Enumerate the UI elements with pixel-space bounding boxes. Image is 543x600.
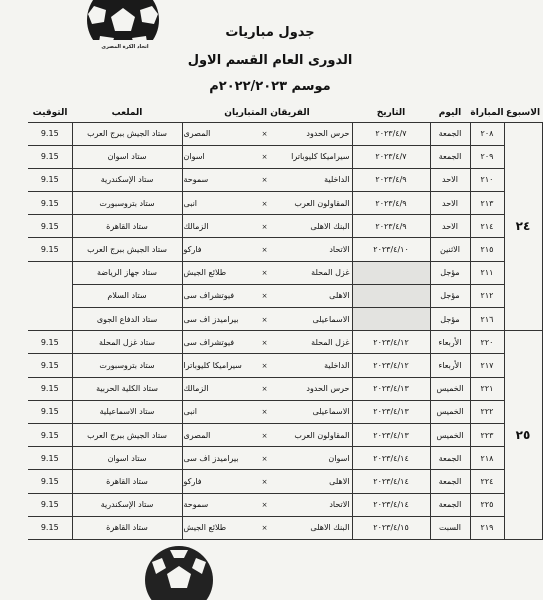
match-stadium: ستاد القاهرة <box>72 215 182 238</box>
match-time: 9.15 <box>28 145 72 168</box>
match-time: 9.15 <box>28 447 72 470</box>
away-team: سموحة <box>183 500 209 510</box>
versus-sign: × <box>261 501 268 510</box>
match-date: ٢٠٢٣/٤/١٣ <box>352 377 430 400</box>
match-date: ٢٠٢٣/٤/١٣ <box>352 423 430 446</box>
versus-sign: × <box>261 315 268 324</box>
away-team: المصرى <box>183 129 211 139</box>
versus-sign: × <box>261 176 268 185</box>
match-date: ٢٠٢٣/٤/١٢ <box>352 331 430 354</box>
match-stadium: ستاد غزل المحلة <box>72 331 182 354</box>
match-number: ٢١٩ <box>470 516 504 539</box>
versus-sign: × <box>261 431 268 440</box>
match-row <box>28 447 542 470</box>
match-number: ٢٢١ <box>470 377 504 400</box>
match-row <box>28 400 542 423</box>
home-team: غزل المحلة <box>311 268 350 278</box>
match-stadium: ستاد اسوان <box>72 447 182 470</box>
match-date: ٢٠٢٣/٤/٩ <box>352 168 430 191</box>
week-number: ٢٤ <box>504 122 542 331</box>
match-day: الخميس <box>430 400 470 423</box>
match-teams <box>182 192 352 215</box>
match-date: ٢٠٢٣/٤/١٥ <box>352 516 430 539</box>
match-number: ٢١٥ <box>470 238 504 261</box>
versus-sign: × <box>261 385 268 394</box>
match-teams <box>182 168 352 191</box>
match-row <box>28 122 542 145</box>
match-stadium: ستاد الكلية الحربية <box>72 377 182 400</box>
match-row <box>28 493 542 516</box>
away-team: فاركو <box>183 476 202 486</box>
football-logo-icon <box>80 0 166 74</box>
match-teams <box>182 238 352 261</box>
versus-sign: × <box>261 454 268 463</box>
match-stadium: ستاد اسوان <box>72 145 182 168</box>
match-day: الجمعة <box>430 145 470 168</box>
col-day: اليوم <box>430 104 470 122</box>
football-watermark-icon <box>140 538 218 600</box>
col-week: الاسبوع <box>504 104 542 122</box>
home-team: المقاولون العرب <box>294 430 350 440</box>
away-team: بيراميدز اف سى <box>183 314 239 324</box>
document-titles <box>170 22 370 98</box>
home-team: غزل المحلة <box>311 337 350 347</box>
match-teams <box>182 308 352 331</box>
match-time <box>28 284 72 307</box>
match-time <box>28 261 72 284</box>
match-number: ٢١٧ <box>470 354 504 377</box>
home-team: البنك الاهلى <box>310 221 350 231</box>
home-team: البنك الاهلى <box>310 523 350 533</box>
match-day: الأربعاء <box>430 354 470 377</box>
match-day: مؤجل <box>430 261 470 284</box>
away-team: انبى <box>183 407 198 417</box>
match-day: مؤجل <box>430 308 470 331</box>
match-number: ٢٢٥ <box>470 493 504 516</box>
match-time: 9.15 <box>28 122 72 145</box>
week-number: ٢٥ <box>504 331 542 540</box>
match-stadium: ستاد بتروسبورت <box>72 354 182 377</box>
match-day: الجمعة <box>430 493 470 516</box>
away-team: فيوتشراف سى <box>183 337 235 347</box>
match-row <box>28 331 542 354</box>
home-team: الاهلى <box>329 291 350 301</box>
col-date: التاريخ <box>352 104 430 122</box>
match-time: 9.15 <box>28 354 72 377</box>
match-teams <box>182 261 352 284</box>
match-date: ٢٠٢٣/٤/٧ <box>352 145 430 168</box>
away-team: طلائع الجيش <box>183 268 227 278</box>
match-number: ٢٢٢ <box>470 400 504 423</box>
match-teams <box>182 516 352 539</box>
match-row <box>28 192 542 215</box>
col-stadium: الملعب <box>72 104 182 122</box>
match-date: ٢٠٢٣/٤/١٣ <box>352 400 430 423</box>
versus-sign: × <box>261 292 268 301</box>
match-row <box>28 145 542 168</box>
schedule-body <box>28 122 542 539</box>
match-teams <box>182 331 352 354</box>
match-number: ٢١٣ <box>470 192 504 215</box>
match-stadium: ستاد جهاز الرياضة <box>72 261 182 284</box>
versus-sign: × <box>261 269 268 278</box>
match-row <box>28 284 542 307</box>
match-row <box>28 215 542 238</box>
match-day: الخميس <box>430 423 470 446</box>
match-day: الاثنين <box>430 238 470 261</box>
match-day: الجمعة <box>430 470 470 493</box>
match-time: 9.15 <box>28 516 72 539</box>
match-date: ٢٠٢٣/٤/١٢ <box>352 354 430 377</box>
match-day: الجمعة <box>430 447 470 470</box>
match-time: 9.15 <box>28 493 72 516</box>
match-number: ٢١٠ <box>470 168 504 191</box>
home-team: الاسماعيلى <box>312 407 350 417</box>
versus-sign: × <box>261 477 268 486</box>
match-date: ٢٠٢٣/٤/٩ <box>352 215 430 238</box>
match-time: 9.15 <box>28 331 72 354</box>
match-row <box>28 423 542 446</box>
away-team: فاركو <box>183 245 202 255</box>
match-teams <box>182 354 352 377</box>
away-team: المصرى <box>183 430 211 440</box>
match-teams <box>182 377 352 400</box>
versus-sign: × <box>261 153 268 162</box>
match-row <box>28 308 542 331</box>
match-teams <box>182 122 352 145</box>
home-team: المقاولون العرب <box>294 198 350 208</box>
match-teams <box>182 284 352 307</box>
match-stadium: ستاد الإسكندرية <box>72 168 182 191</box>
match-day: الجمعة <box>430 122 470 145</box>
season-title: موسم ٢٠٢٢/٢٠٢٣م <box>209 79 331 94</box>
home-team: سيراميكا كليوباترا <box>291 152 350 162</box>
versus-sign: × <box>261 246 268 255</box>
col-time: التوقيت <box>28 104 72 122</box>
home-team: اسوان <box>328 453 350 463</box>
match-number: ٢٢٤ <box>470 470 504 493</box>
logo-text: اتحاد الكرة المصرى <box>101 44 149 50</box>
away-team: اسوان <box>183 152 205 162</box>
home-team: الداخلية <box>324 175 350 185</box>
match-number: ٢٢٣ <box>470 423 504 446</box>
away-team: فيوتشراف سى <box>183 291 235 301</box>
home-team: حرس الحدود <box>306 129 350 139</box>
home-team: الاتحاد <box>329 245 350 255</box>
match-teams <box>182 423 352 446</box>
versus-sign: × <box>261 524 268 533</box>
match-date <box>352 308 430 331</box>
home-team: الاهلى <box>329 476 350 486</box>
match-number: ٢١١ <box>470 261 504 284</box>
match-number: ٢٠٨ <box>470 122 504 145</box>
match-day: السبت <box>430 516 470 539</box>
away-team: طلائع الجيش <box>183 523 227 533</box>
match-teams <box>182 493 352 516</box>
col-teams: الفريقان المتباريان <box>182 104 352 122</box>
versus-sign: × <box>261 408 268 417</box>
match-day: الاحد <box>430 192 470 215</box>
match-time: 9.15 <box>28 470 72 493</box>
match-row <box>28 377 542 400</box>
match-number: ٢١٨ <box>470 447 504 470</box>
match-date: ٢٠٢٣/٤/١٤ <box>352 493 430 516</box>
match-day: الأربعاء <box>430 331 470 354</box>
match-date: ٢٠٢٣/٤/٧ <box>352 122 430 145</box>
match-teams <box>182 470 352 493</box>
match-number: ٢١٢ <box>470 284 504 307</box>
match-number: ٢٢٠ <box>470 331 504 354</box>
match-number: ٢١٤ <box>470 215 504 238</box>
header-row <box>28 104 542 122</box>
match-row <box>28 261 542 284</box>
away-team: سيراميكا كليوباترا <box>183 360 242 370</box>
match-row <box>28 168 542 191</box>
match-row <box>28 238 542 261</box>
match-row <box>28 516 542 539</box>
away-team: الزمالك <box>183 384 209 394</box>
match-stadium: ستاد الجيش ببرج العرب <box>72 122 182 145</box>
match-stadium: ستاد السلام <box>72 284 182 307</box>
match-teams <box>182 145 352 168</box>
versus-sign: × <box>261 222 268 231</box>
match-stadium: ستاد الإسكندرية <box>72 493 182 516</box>
match-time: 9.15 <box>28 400 72 423</box>
versus-sign: × <box>261 199 268 208</box>
versus-sign: × <box>261 130 268 139</box>
match-teams <box>182 215 352 238</box>
home-team: الاسماعيلى <box>312 314 350 324</box>
match-day: مؤجل <box>430 284 470 307</box>
match-stadium: ستاد الدفاع الجوى <box>72 308 182 331</box>
away-team: بيراميدز اف سى <box>183 453 239 463</box>
match-stadium: ستاد القاهرة <box>72 470 182 493</box>
league-title: الدورى العام القسم الاول <box>187 53 353 68</box>
schedule-title: جدول مباريات <box>225 25 315 40</box>
match-time: 9.15 <box>28 423 72 446</box>
match-time: 9.15 <box>28 238 72 261</box>
match-day: الخميس <box>430 377 470 400</box>
match-time: 9.15 <box>28 215 72 238</box>
match-time: 9.15 <box>28 377 72 400</box>
match-number: ٢١٦ <box>470 308 504 331</box>
match-teams <box>182 400 352 423</box>
away-team: الزمالك <box>183 221 209 231</box>
match-stadium: ستاد بتروسبورت <box>72 192 182 215</box>
match-stadium: ستاد الجيش ببرج العرب <box>72 238 182 261</box>
match-date: ٢٠٢٣/٤/١٠ <box>352 238 430 261</box>
col-match: المباراة <box>470 104 504 122</box>
match-day: الاحد <box>430 215 470 238</box>
away-team: سموحة <box>183 175 209 185</box>
match-day: الاحد <box>430 168 470 191</box>
match-stadium: ستاد الجيش ببرج العرب <box>72 423 182 446</box>
versus-sign: × <box>261 338 268 347</box>
match-row <box>28 354 542 377</box>
match-date: ٢٠٢٣/٤/٩ <box>352 192 430 215</box>
match-date: ٢٠٢٣/٤/١٤ <box>352 447 430 470</box>
home-team: حرس الحدود <box>306 384 350 394</box>
home-team: الاتحاد <box>329 500 350 510</box>
match-row <box>28 470 542 493</box>
match-stadium: ستاد الاسماعيلية <box>72 400 182 423</box>
away-team: انبى <box>183 198 198 208</box>
versus-sign: × <box>261 361 268 370</box>
match-date <box>352 284 430 307</box>
match-number: ٢٠٩ <box>470 145 504 168</box>
match-time: 9.15 <box>28 168 72 191</box>
match-date <box>352 261 430 284</box>
match-time <box>28 308 72 331</box>
home-team: الداخلية <box>324 360 350 370</box>
match-time: 9.15 <box>28 192 72 215</box>
match-teams <box>182 447 352 470</box>
schedule-table <box>28 104 543 540</box>
match-date: ٢٠٢٣/٤/١٤ <box>352 470 430 493</box>
match-stadium: ستاد القاهرة <box>72 516 182 539</box>
